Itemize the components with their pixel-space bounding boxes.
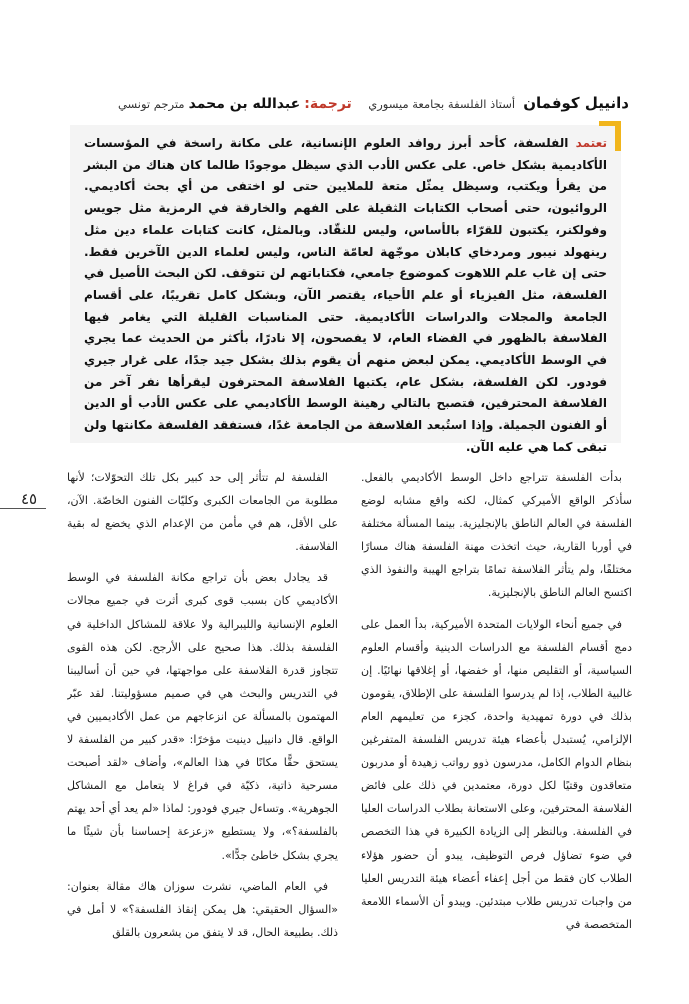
abstract-text — [84, 133, 607, 459]
abstract-body: الفلسفة، كأحد أبرز روافد العلوم الإنسانية، على مكانة راسخة في المؤسسات الأكاديمية بشكل خاص. على عكس الأدب الذي سيظل موجودًا طالما كان هناك من البشر من يقرأ ويكتب، وسيظل يمثّل متعة للملايين حتى لو اختفى من أي بحث أكاديمي. الروائيون، حتى أصحاب الكتابات الثقيلة على الفهم والخارقة في الرمزية مثل جويس وفولكنر، يكتبون للقرّاء بالأساس، وليس للنقّاد. وبالمثل، كانت كتابات علماء دين مثل رينهولد نيبور ومردخاي كابلان موجّهة لعامّة الناس، وليس لعلماء الدين الآخرين فقط. حتى إن غاب علم اللاهوت كموضوع جامعي، فكتاباتهم لن تتوقف. لكن البحث الأصيل في الفلسفة، مثل الفيزياء أو علم الأحياء، يقتصر الآن، وبشكل كامل تقريبًا، على أقسام الجامعة والمجلات والدراسات الأكاديمية. حتى المناسبات القليلة التي يغامر فيها الفلاسفة بالظهور في الفضاء العام، لا يفصحون، إلا نادرًا، بأكثر من الحديث عما يجري في الوسط الأكاديمي. يمكن لبعض منهم أن يقوم بذلك بشكل جيد جدًا، على غرار جيري فودور. لكن الفلسفة، بشكل عام، يكتبها الفلاسفة المحترفون ليقرأها نفر آخر من الفلاسفة المحترفين، فتصبح بالتالي رهينة الوسط الأكاديمي على عكس الأدب أو الدين أو الفنون الجميلة. وإذا استُبعد الفلاسفة من الجامعة غدًا، فستفقد الفلسفة مكانتها ولن تبقى كما هي عليه الآن. — [84, 136, 607, 454]
text-column-right — [361, 466, 632, 986]
translator-role: مترجم تونسي — [117, 97, 185, 111]
author-name: دانييل كوفمان — [523, 94, 629, 112]
accent-bar — [615, 121, 621, 151]
translator-name: عبدالله بن محمد — [188, 96, 301, 112]
author-role: أستاذ الفلسفة بجامعة ميسوري — [368, 97, 516, 111]
text-column-left — [67, 466, 338, 986]
paragraph: في جميع أنحاء الولايات المتحدة الأميركية، بدأ العمل على دمج أقسام الفلسفة مع الدراسات الدينية وأقسام العلوم السياسية، أو التقليص منها، أو خفضها، أو إغلاقها نهائيًا. إن غالبية الطلاب، إذا لم يدرسوا الفلسفة على الإطلاق، يقومون بذلك في دورة تمهيدية واحدة، كجزء من تعليمهم العام الإلزامي، يُستبدل بأعضاء هيئة تدريس الفلسفة المتفرغين بنظام الدوام الكامل، مدرسون ذوو رواتب زهيدة أو مدربون متعاقدون وقتيًا لكل دورة، معتمدين في ذلك على فائض الفلاسفة المحترفين، وعلى الاستعانة بطلاب الدراسات العليا في الفلسفة. وبالنظر إلى الزيادة الكبيرة في هذا التخصص في ضوء تضاؤل فرص التوظيف، يبدو أن حضور هؤلاء الطلاب كان فقط من أجل إعفاء أعضاء هيئة التدريس العليا من واجبات تدريس طلاب مبتدئين. ويبدو أن الأسماء اللامعة المتخصصة في — [361, 617, 632, 931]
page-number-rule — [0, 508, 46, 509]
article-abstract-box — [70, 125, 621, 454]
translation-label: ترجمة: — [304, 96, 352, 112]
paragraph: الفلسفة لم تتأثر إلى حد كبير بكل تلك التحوّلات؛ لأنها مطلوبة من الجامعات الكبرى وكليّات الفنون الخاصّة. الآن، على الأقل، هم في مأمن من الإعدام الذي يخضع له بقية الفلاسفة. — [67, 471, 338, 554]
article-byline — [56, 92, 629, 114]
page-number: ٤٥ — [20, 490, 38, 508]
paragraph: في العام الماضي، نشرت سوزان هاك مقالة بعنوان: «السؤال الحقيقي: هل يمكن إنقاذ الفلسفة؟» لا أمل في ذلك. بطبيعة الحال، قد لا يتفق من يشعرون بالقلق — [67, 879, 338, 939]
paragraph: بدأت الفلسفة تتراجع داخل الوسط الأكاديمي بالفعل. سأذكر الواقع الأميركي كمثال، لكنه واقع مشابه لوضع الفلسفة في العالم الناطق بالإنجليزية. بينما المسألة مختلفة في أوربا القارية، حيث اتخذت مهنة الفلسفة هناك مسارًا مختلفًا، ولم يتأثر الفلاسفة تمامًا بتراجع الهيبة والنفوذ الذي اكتسح العالم الناطق بالإنجليزية. — [361, 471, 632, 600]
abstract-lead-word: تعتمد — [575, 136, 607, 150]
paragraph: قد يجادل بعض بأن تراجع مكانة الفلسفة في الوسط الأكاديمي كان بسبب قوى كبرى أثرت في جميع مجالات العلوم الإنسانية والليبرالية ولا علاقة للمشاكل الداخلية في الفلسفة بذلك. هذا صحيح على الأرجح. لكن هذه القوى تتجاوز قدرة الفلاسفة على مواجهتها، في حين أن أساليبنا في التدريس والبحث هي في صميم مسؤوليتنا. لقد عبّر المهتمون بالمسألة عن انزعاجهم من عمل الأكاديميين في الواقع. قال دانييل دينيت مؤخرًا: «قدر كبير من الفلسفة لا يستحق حقًّا مكانًا في هذا العالم»، وأضاف «لقد أصبحت مسرحية ذاتية، ذكيّة في فراغ لا يتعامل مع المشاكل الجوهرية». وتساءل جيري فودور: لماذا «لم يعد أي أحد يهتم بالفلسفة؟»، ولا يستطيع «زعزعة إحساسنا بأن شيئًا ما يجري بشكل خاطئ جدًّا». — [67, 571, 338, 862]
